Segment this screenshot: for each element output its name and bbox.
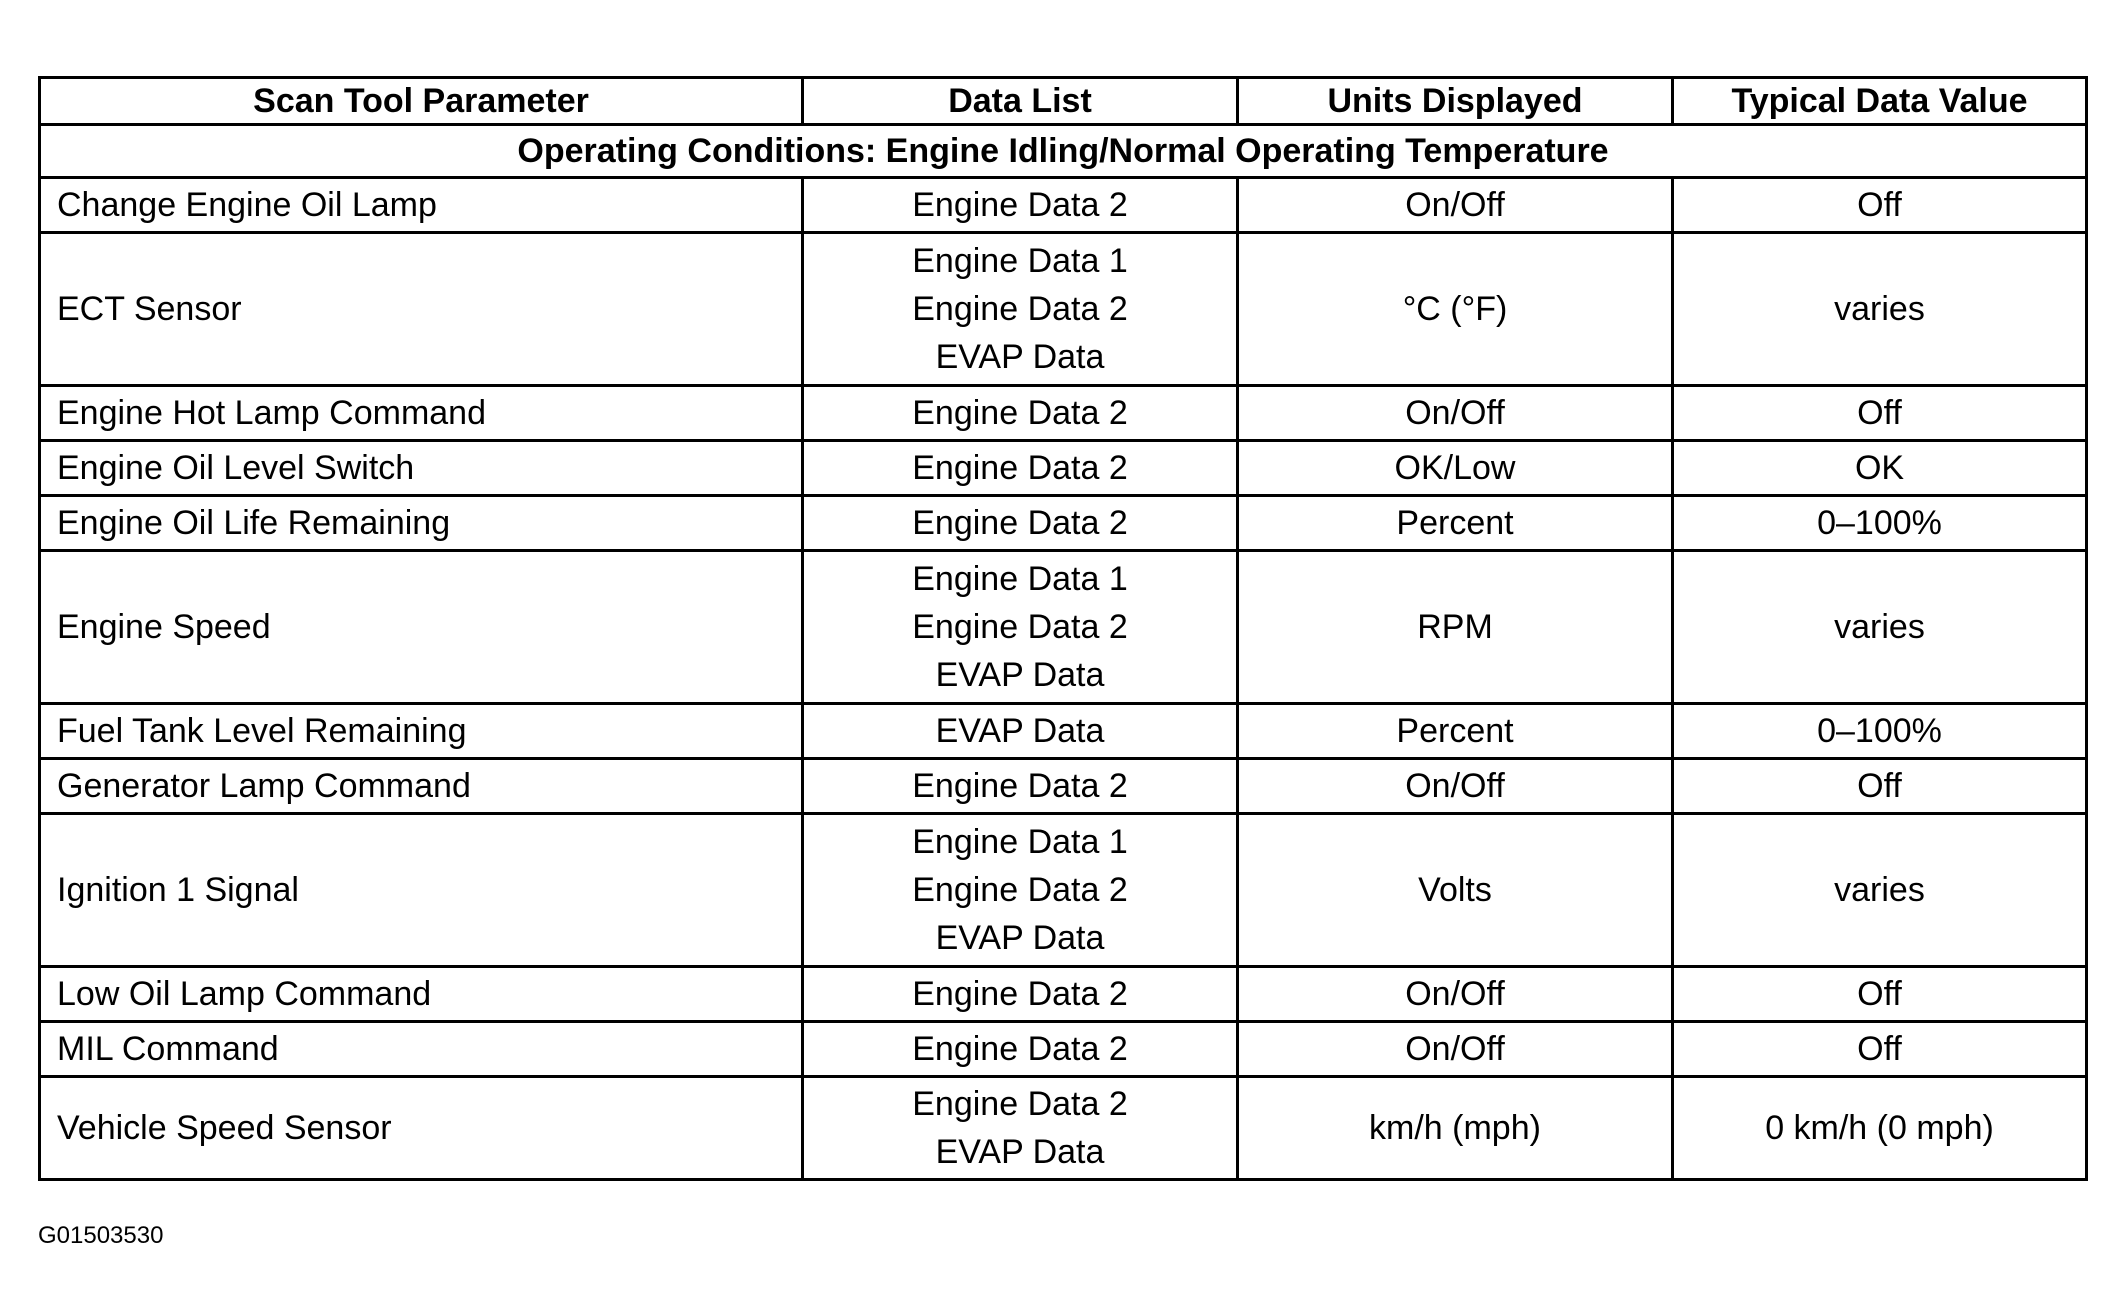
cell-parameter: Engine Speed [40, 551, 803, 704]
cell-units: On/Off [1238, 386, 1673, 441]
cell-units: OK/Low [1238, 441, 1673, 496]
cell-units: °C (°F) [1238, 233, 1673, 386]
table-row [40, 551, 2087, 704]
cell-parameter: Engine Oil Level Switch [40, 441, 803, 496]
cell-data-list [803, 551, 1238, 704]
data-list-entry: Engine Data 1 [912, 560, 1128, 598]
table-row [40, 496, 2087, 551]
data-list-entry: EVAP Data [935, 919, 1105, 957]
data-list-entry: Engine Data 2 [912, 290, 1128, 328]
data-list-entry: Engine Data 2 [912, 449, 1128, 487]
cell-units: On/Off [1238, 967, 1673, 1022]
cell-units: Percent [1238, 496, 1673, 551]
cell-units: On/Off [1238, 759, 1673, 814]
cell-units: On/Off [1238, 1022, 1673, 1077]
cell-parameter: Fuel Tank Level Remaining [40, 704, 803, 759]
data-list-entry: Engine Data 1 [912, 242, 1128, 280]
cell-parameter: MIL Command [40, 1022, 803, 1077]
cell-typical-value: OK [1673, 441, 2087, 496]
cell-typical-value: Off [1673, 967, 2087, 1022]
table-row [40, 814, 2087, 967]
table-row [40, 704, 2087, 759]
data-list-entry: EVAP Data [935, 1133, 1105, 1171]
table-body [40, 125, 2087, 1180]
cell-parameter: Engine Hot Lamp Command [40, 386, 803, 441]
header-units-displayed: Units Displayed [1238, 78, 1673, 125]
cell-parameter: Ignition 1 Signal [40, 814, 803, 967]
cell-typical-value: Off [1673, 178, 2087, 233]
cell-units: Percent [1238, 704, 1673, 759]
data-list-entry: Engine Data 2 [912, 608, 1128, 646]
cell-data-list [803, 233, 1238, 386]
data-list-entry: Engine Data 2 [912, 975, 1128, 1013]
cell-units: On/Off [1238, 178, 1673, 233]
header-scan-tool-parameter: Scan Tool Parameter [40, 78, 803, 125]
cell-data-list [803, 704, 1238, 759]
cell-data-list [803, 386, 1238, 441]
cell-data-list [803, 441, 1238, 496]
table-row [40, 1077, 2087, 1180]
data-list-entry: EVAP Data [935, 712, 1105, 750]
cell-data-list [803, 814, 1238, 967]
data-list-entry: Engine Data 2 [912, 186, 1128, 224]
table-row [40, 1022, 2087, 1077]
table-row [40, 386, 2087, 441]
scan-tool-data-table [38, 76, 2088, 1181]
cell-typical-value: varies [1673, 814, 2087, 967]
cell-parameter: Generator Lamp Command [40, 759, 803, 814]
cell-typical-value: varies [1673, 551, 2087, 704]
figure-id: G01503530 [38, 1222, 164, 1249]
cell-typical-value: 0–100% [1673, 496, 2087, 551]
cell-parameter: Change Engine Oil Lamp [40, 178, 803, 233]
data-list-entry: Engine Data 2 [912, 871, 1128, 909]
cell-typical-value: varies [1673, 233, 2087, 386]
section-row [40, 125, 2087, 178]
data-list-entry: EVAP Data [935, 656, 1105, 694]
section-title: Operating Conditions: Engine Idling/Normal Operating Temperature [40, 125, 2087, 178]
cell-units: Volts [1238, 814, 1673, 967]
data-list-entry: EVAP Data [935, 338, 1105, 376]
header-data-list: Data List [803, 78, 1238, 125]
cell-data-list [803, 759, 1238, 814]
cell-typical-value: 0 km/h (0 mph) [1673, 1077, 2087, 1180]
cell-units: km/h (mph) [1238, 1077, 1673, 1180]
data-list-entry: Engine Data 2 [912, 1030, 1128, 1068]
cell-data-list [803, 967, 1238, 1022]
cell-parameter: Engine Oil Life Remaining [40, 496, 803, 551]
cell-typical-value: Off [1673, 386, 2087, 441]
cell-data-list [803, 496, 1238, 551]
cell-typical-value: 0–100% [1673, 704, 2087, 759]
table-row [40, 967, 2087, 1022]
cell-units: RPM [1238, 551, 1673, 704]
data-list-entry: Engine Data 2 [912, 504, 1128, 542]
header-row [40, 78, 2087, 125]
cell-parameter: ECT Sensor [40, 233, 803, 386]
table-row [40, 759, 2087, 814]
cell-data-list [803, 1077, 1238, 1180]
table-row [40, 178, 2087, 233]
table-header [40, 78, 2087, 125]
cell-data-list [803, 1022, 1238, 1077]
cell-data-list [803, 178, 1238, 233]
data-list-entry: Engine Data 1 [912, 823, 1128, 861]
data-list-entry: Engine Data 2 [912, 394, 1128, 432]
cell-typical-value: Off [1673, 759, 2087, 814]
cell-parameter: Low Oil Lamp Command [40, 967, 803, 1022]
header-typical-data-value: Typical Data Value [1673, 78, 2087, 125]
data-list-entry: Engine Data 2 [912, 767, 1128, 805]
table-row [40, 233, 2087, 386]
table-row [40, 441, 2087, 496]
data-list-entry: Engine Data 2 [912, 1085, 1128, 1123]
cell-typical-value: Off [1673, 1022, 2087, 1077]
cell-parameter: Vehicle Speed Sensor [40, 1077, 803, 1180]
